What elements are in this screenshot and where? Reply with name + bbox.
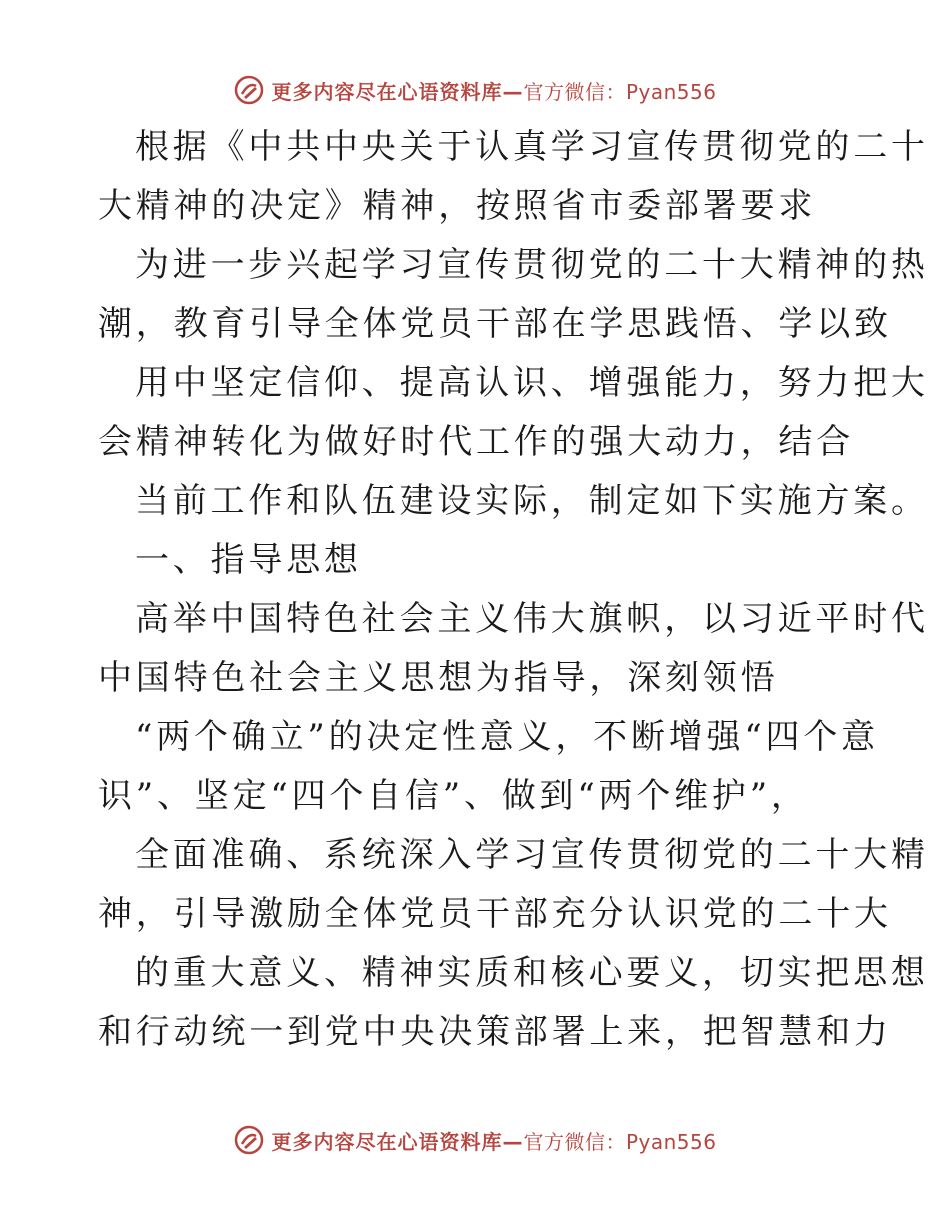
text-line: 识”、坚定“四个自信”、做到“两个维护”，: [98, 776, 809, 816]
brand-logo-icon: [233, 1124, 265, 1156]
watermark-text: 更多内容尽在心语资料库—: [271, 1129, 524, 1154]
text-line: 当前工作和队伍建设实际，制定如下实施方案。: [135, 481, 929, 521]
text-line: 为进一步兴起学习宣传贯彻党的二十大精神的热: [135, 245, 929, 285]
watermark-wechat: 官方微信：Pyan556: [523, 1129, 717, 1154]
text-line: 全面准确、系统深入学习宣传贯彻党的二十大精: [135, 835, 929, 875]
text-line: 用中坚定信仰、提高认识、增强能力，努力把大: [135, 363, 929, 403]
text-line: 的重大意义、精神实质和核心要义，切实把思想: [135, 953, 929, 993]
text-line: 一、指导思想: [135, 540, 362, 580]
text-line: “两个确立”的决定性意义，不断增强“四个意: [135, 717, 879, 757]
watermark-text: 更多内容尽在心语资料库—: [271, 79, 524, 104]
text-line: 潮，教育引导全体党员干部在学思践悟、学以致: [98, 304, 892, 344]
text-line: 大精神的决定》精神，按照省市委部署要求: [98, 186, 817, 226]
text-line: 神，引导激励全体党员干部充分认识党的二十大: [98, 894, 892, 934]
watermark-header: [0, 70, 950, 110]
text-line: 中国特色社会主义思想为指导，深刻领悟: [98, 658, 779, 698]
document-body: [98, 118, 929, 1062]
watermark-wechat: 官方微信：Pyan556: [523, 79, 717, 104]
text-line: 高举中国特色社会主义伟大旗帜，以习近平时代: [135, 599, 929, 639]
text-line: 和行动统一到党中央决策部署上来，把智慧和力: [98, 1012, 892, 1052]
watermark-footer: [0, 1120, 950, 1160]
text-line: 会精神转化为做好时代工作的强大动力，结合: [98, 422, 854, 462]
text-line: 根据《中共中央关于认真学习宣传贯彻党的二十: [135, 127, 929, 167]
brand-logo-icon: [233, 74, 265, 106]
